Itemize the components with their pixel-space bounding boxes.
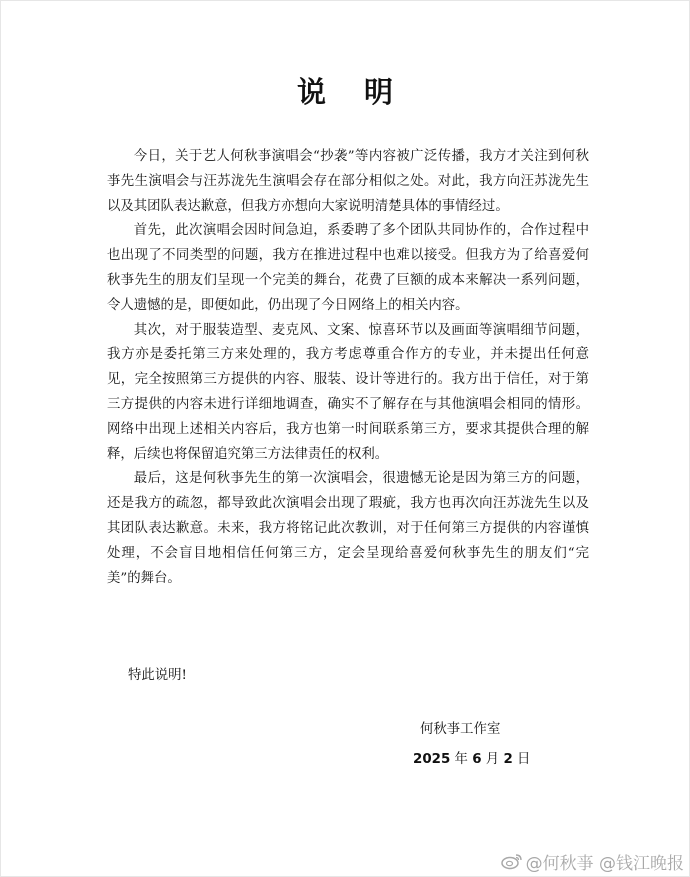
date-month-unit: 月	[485, 752, 500, 767]
date-year: 2025	[413, 752, 451, 767]
watermark-text: @何秋亊 @钱江晚报	[525, 853, 684, 874]
weibo-icon	[501, 852, 523, 870]
paragraph-1: 今日，关于艺人何秋亊演唱会“抄袭”等内容被广泛传播，我方才关注到何秋亊先生演唱会与汪苏泷先生演唱会存在部分相似之处。对此，我方向汪苏泷先生以及其团队表达歉意，但我方亦想向大家说明清楚具体的事情经过。	[107, 149, 589, 214]
document-body	[107, 145, 589, 591]
signature-studio: 何秋亊工作室	[420, 722, 501, 737]
date-day-unit: 日	[517, 752, 531, 767]
date-month: 6	[472, 752, 482, 767]
paragraph-3: 其次，对于服装造型、麦克风、文案、惊喜环节以及画面等演唱细节问题，我方亦是委托第三方来处理的，我方考虑尊重合作方的专业，并未提出任何意见，完全按照第三方提供的内容、服装、设计等进行的。我方出于信任，对于第三方提供的内容未进行详细地调查，确实不了解存在与其他演唱会相同的情形。网络中出现上述相关内容后，我方也第一时间联系第三方，要求其提供合理的解释，后续也将保留追究第三方法律责任的权利。	[107, 322, 589, 462]
document-date	[413, 748, 530, 772]
date-day: 2	[503, 752, 513, 767]
paragraph-4: 最后，这是何秋亊先生的第一次演唱会，很遗憾无论是因为第三方的问题，还是我方的疏忽，都导致此次演唱会出现了瑕疵，我方也再次向汪苏泷先生以及其团队表达歉意。未来，我方将铭记此次教训，对于任何第三方提供的内容谨慎处理，不会盲目地相信任何第三方，定会呈现给喜爱何秋亊先生的朋友们“完美”的舞台。	[107, 471, 589, 586]
date-year-unit: 年	[454, 752, 468, 767]
document-title: 说 明	[296, 75, 408, 109]
closing-statement: 特此说明!	[128, 668, 187, 683]
paragraph-2: 首先，此次演唱会因时间急迫，系委聘了多个团队共同协作的，合作过程中也出现了不同类型的问题，我方在推进过程中也难以接受。但我方为了给喜爱何秋亊先生的朋友们呈现一个完美的舞台，花费了巨额的成本来解决一系列问题，令人遗憾的是，即便如此，仍出现了今日网络上的相关内容。	[107, 223, 589, 313]
watermark	[501, 847, 684, 875]
